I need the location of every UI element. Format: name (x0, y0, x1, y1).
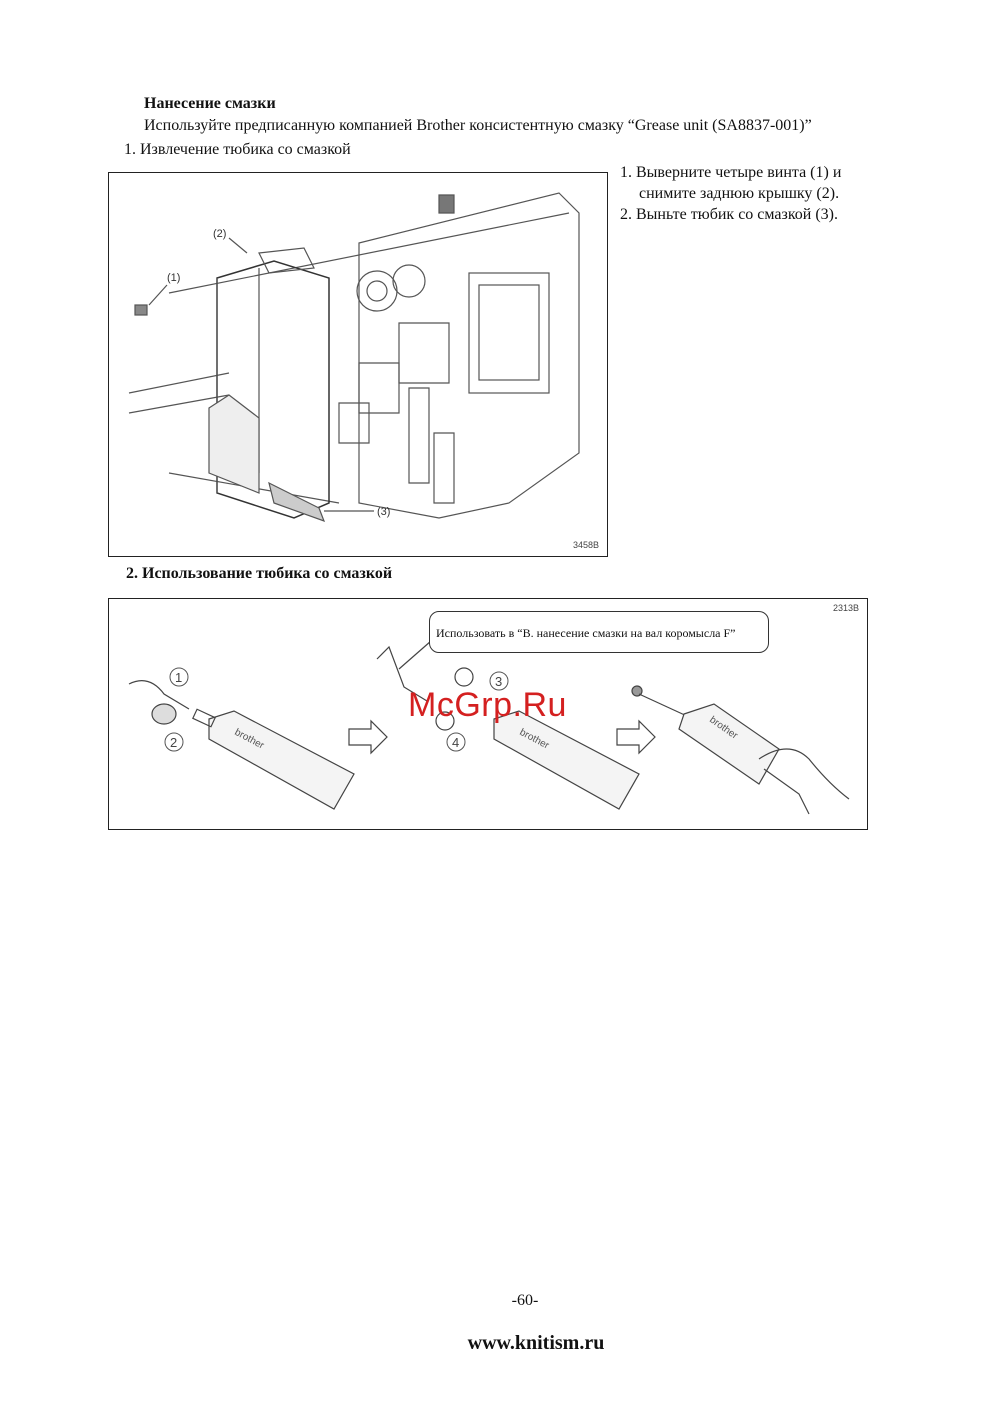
section-heading: Нанесение смазки (144, 95, 276, 112)
intro-text: Используйте предписанную компанией Brother консистентную смазку “Grease unit (SA8837-001)” (144, 117, 812, 134)
step1-title: 1. Извлечение тюбика со смазкой (124, 141, 351, 158)
machine-illustration (109, 173, 606, 555)
tube-brand-2: brother (517, 726, 551, 752)
figure-remove-grease-tube (108, 172, 608, 557)
figure1-label-3: (3) (377, 506, 391, 518)
instruction-line-2: снимите заднюю крышку (2). (639, 185, 840, 202)
figure2-callout: Использовать в “B. нанесение смазки на вал коромысла F” (429, 611, 769, 653)
figure1-label-1: (1) (167, 272, 181, 284)
tube-brand-1: brother (232, 726, 266, 752)
tube-brand-3: brother (707, 714, 740, 742)
figure2-label-2: 2 (170, 735, 178, 750)
watermark: McGrp.Ru (408, 686, 567, 724)
page-number: -60- (511, 1292, 539, 1309)
figure2-label-1: 1 (175, 670, 183, 685)
figure2-code: 2313B (832, 603, 859, 613)
instruction-line-1: 1. Выверните четыре винта (1) и (620, 164, 842, 181)
figure2-label-4: 4 (452, 735, 460, 750)
figure1-label-2: (2) (213, 228, 227, 240)
footer-url[interactable]: www.knitism.ru (467, 1332, 605, 1354)
figure2-label-3: 3 (495, 674, 503, 689)
step1-instructions (620, 162, 841, 225)
instruction-line-3: 2. Выньте тюбик со смазкой (3). (620, 206, 839, 223)
figure1-code: 3458B (572, 540, 599, 550)
step2-title: 2. Использование тюбика со смазкой (126, 565, 393, 582)
